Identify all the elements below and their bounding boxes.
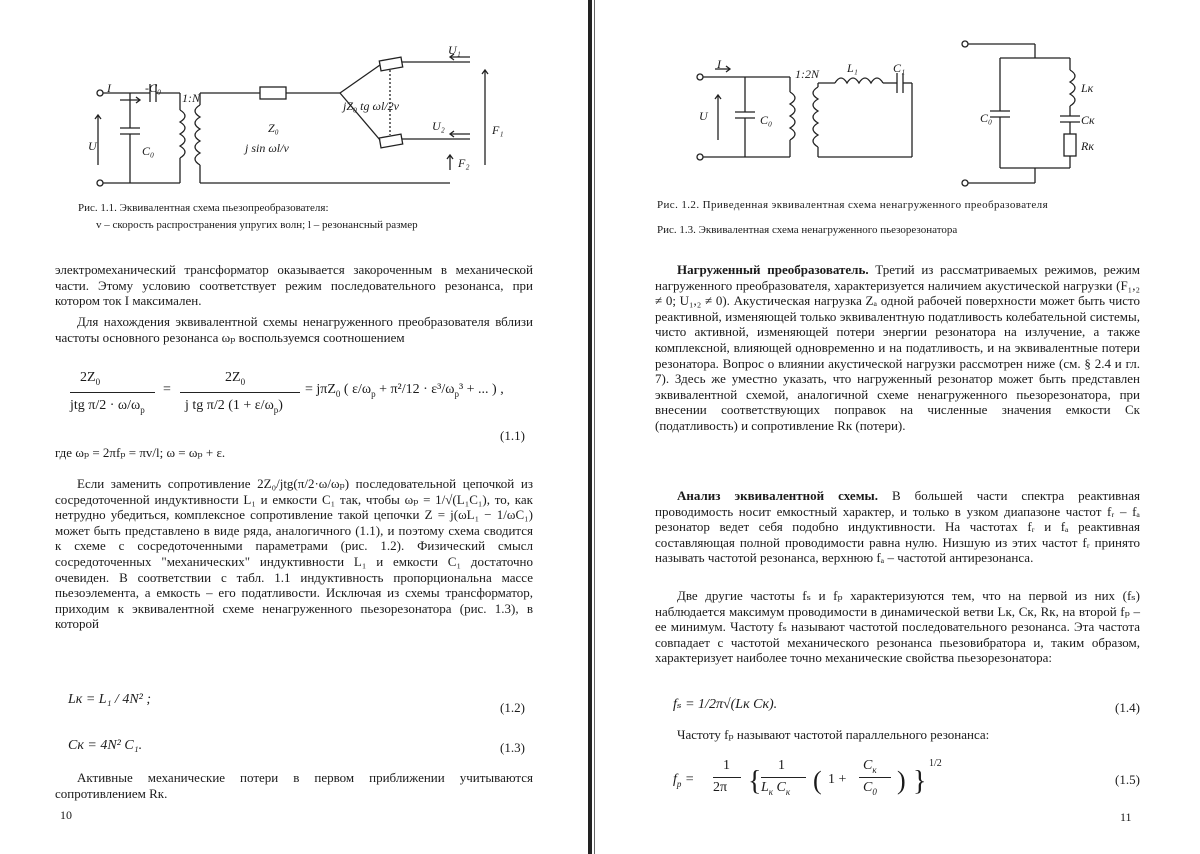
fig1-label-u: U bbox=[88, 139, 97, 153]
fig1-label-i: I bbox=[107, 81, 111, 95]
equation-1-4: fₛ = 1/2π√(Lк Cк). bbox=[673, 697, 778, 712]
equation-1-1-number: (1.1) bbox=[500, 428, 525, 443]
right-paragraph-2-heading: Анализ эквивалентной схемы. bbox=[677, 488, 878, 503]
left-paragraph-1 bbox=[55, 262, 533, 309]
left-where-line-text: где ωₚ = 2πfₚ = πv/l; ω = ωₚ + ε. bbox=[55, 445, 226, 460]
fig1-label-jsin: j sin ωl/v bbox=[245, 141, 289, 155]
fig2-label-ratio: 1:2N bbox=[795, 67, 819, 81]
fig3-caption: Рис. 1.3. Эквивалентная схема ненагруженного пьезорезонатора bbox=[657, 224, 958, 236]
fig3-label-lk: Lк bbox=[1081, 81, 1094, 95]
right-paragraph-1-heading: Нагруженный преобразователь. bbox=[677, 262, 869, 277]
equation-1-5: $f_p$ = 1 2π { 1 $L_к$ $C_к$ ( 1 + $C_к$ $C_0$ ) } 1/2 bbox=[673, 758, 942, 797]
left-paragraph-3-text: Если заменить сопротивление 2Z₀/jtg(π/2·ω/ωₚ) последовательной цепочкой из сосредоточенной индуктивности L₁ и емкости C₁ так, чтобы ωₚ = 1/√(L₁C₁), то, как нетрудно убедиться, комплексное сопротивление такой цепочки Z = j(ωL₁ − 1/ωC₁) может быть представлено в виде ряда, аналогичного (1.1), и поэтому схема сводится к схеме с сосредоточенными параметрами (рис. 1.2). Физический смысл сосредоточенных "механических" индуктивности L₁ и емкости C₁ достаточно очевиден. В соответствии с табл. 1.1 индуктивность пропорциональна массе пьезоэлемента, а емкость – его податливости. Исключая из схемы трансформатор, приходим к эквивалентной схеме ненагруженного пьезорезонатора (рис. 1.3), в которой bbox=[55, 476, 533, 632]
equation-1-1: $2Z_0$ jtg $\pi/2 \cdot \omega/\omega_p$ = $2Z_0$ j tg π/2 $(1 + \varepsilon/\omega_p)$ = jπZ$_0$ ( $\varepsilon/\omega_p + \pi^2/12 \cdot \varepsilon^3/\omega_p^3$ + ... ) , bbox=[70, 370, 504, 415]
right-page-number: 11 bbox=[1120, 810, 1132, 824]
right-paragraph-3-text: Две другие частоты fₛ и fₚ характеризуются тем, что на первой из них (fₛ) наблюдается максимум проводимости в динамической ветви Lк, Cк, Rк, на второй fₚ – ее минимум. Частоту fₛ называют частотой последовательного резонанса. Эта частота совпадает с частотой механического резонанса пьезовибратора и, таким образом, характеризует наиболее точно механические свойства пьезорезонатора: bbox=[655, 588, 1140, 666]
left-paragraph-4-text: Активные механические потери в первом приближении учитываются сопротивлением Rк. bbox=[55, 770, 533, 801]
equation-1-5-number: (1.5) bbox=[1115, 772, 1140, 787]
equation-1-3: Cк = 4N² C₁. bbox=[68, 738, 143, 753]
right-paragraph-2 bbox=[655, 488, 1140, 566]
left-paragraph-2-text: Для нахождения эквивалентной схемы ненагруженного преобразователя вблизи частоты основного резонанса ωₚ воспользуемся соотношением bbox=[55, 314, 533, 345]
fig1-label-jz0tg: jZ₀ tg ωl/2v bbox=[343, 99, 399, 113]
fig3-label-c0: C₀ bbox=[980, 111, 993, 125]
fig2-caption: Рис. 1.2. Приведенная эквивалентная схема ненагруженного преобразователя bbox=[657, 199, 1049, 211]
fig2-label-c1: C₁ bbox=[893, 61, 906, 75]
fig1-label-z0: Z₀ bbox=[268, 121, 279, 135]
left-page-number: 10 bbox=[60, 808, 72, 822]
fig1-label-u2: U₂ bbox=[432, 119, 445, 133]
fig1-label-f2: F₂ bbox=[458, 156, 470, 170]
right-paragraph-1-text: Третий из рассматриваемых режимов, режим нагруженного преобразователя, характеризуется наличием акустической нагрузки (F₁,₂ ≠ 0; U₁,₂ ≠ 0). Акустическая нагрузка Zₐ одной рабочей поверхности может быть чисто реактивной, изменяющей только эквивалентную податливость колебательной системы, чисто активной, изменяющей потери энергии резонатора на излучение, а также комплексной, влияющей одновременно и на податливость, и на эквивалентные потери резонатора. Вопрос о влиянии акустической нагрузки рассмотрен ниже (см. § 2.4 и гл. 7). Здесь же уместно указать, что нагруженный резонатор может быть представлен эквивалентной схемой, аналогичной схеме ненагруженного пьезорезонатора, при внесении соответствующих поправок на численные значения емкости Cк (податливость) и сопротивление Rк (потери). bbox=[655, 262, 1140, 433]
fig3-label-rk: Rк bbox=[1081, 139, 1094, 153]
right-paragraph-4-text: Частоту fₚ называют частотой параллельного резонанса: bbox=[677, 727, 990, 742]
equation-1-4-number: (1.4) bbox=[1115, 700, 1140, 715]
fig1-label-u1: U₁ bbox=[448, 43, 461, 57]
fig1-label-ratio: 1:N bbox=[182, 91, 200, 105]
left-paragraph-3 bbox=[55, 476, 533, 632]
fig1-caption-line2: v – скорость распространения упругих волн; l – резонансный размер bbox=[96, 219, 418, 231]
fig1-label-f1: F₁ bbox=[492, 123, 504, 137]
right-page bbox=[595, 0, 1200, 854]
fig1-label-c0: C₀ bbox=[142, 144, 155, 158]
fig2-label-l1: L₁ bbox=[847, 61, 858, 75]
right-paragraph-2-text: В большей части спектра реактивная проводимость носит емкостный характер, и только в узком диапазоне частот fᵣ – fₐ резонатор ведет себя подобно индуктивности. На частотах fᵣ и fₐ реактивная составляющая полной проводимости равна нулю. Низшую из этих частот fᵣ принято называть частотой резонанса, верхнюю fₐ – частотой антирезонанса. bbox=[655, 488, 1140, 566]
left-paragraph-2 bbox=[55, 314, 533, 345]
fig2-label-i: I bbox=[717, 57, 721, 71]
right-paragraph-1 bbox=[655, 262, 1140, 434]
right-paragraph-3 bbox=[655, 588, 1140, 666]
left-paragraph-1-text: электромеханический трансформатор оказывается закороченным в механической части. Этому условию соответствует режим последовательного резонанса, при котором ток I максимален. bbox=[55, 262, 533, 309]
fig3-label-ck: Cк bbox=[1081, 113, 1095, 127]
left-paragraph-4 bbox=[55, 770, 533, 801]
figure-1-1-circuit bbox=[90, 40, 510, 190]
left-where-line bbox=[55, 445, 533, 461]
equation-1-2-number: (1.2) bbox=[500, 700, 525, 715]
fig1-label-c0-neg: -C₀ bbox=[145, 81, 162, 95]
equation-1-3-number: (1.3) bbox=[500, 740, 525, 755]
fig1-caption-line1: Рис. 1.1. Эквивалентная схема пьезопреобразователя: bbox=[78, 202, 329, 214]
right-paragraph-4 bbox=[655, 727, 1140, 743]
fig2-label-c0: C₀ bbox=[760, 113, 773, 127]
fig2-label-u: U bbox=[699, 109, 708, 123]
equation-1-2: Lк = L₁ / 4N² ; bbox=[68, 692, 152, 707]
left-page bbox=[0, 0, 590, 854]
